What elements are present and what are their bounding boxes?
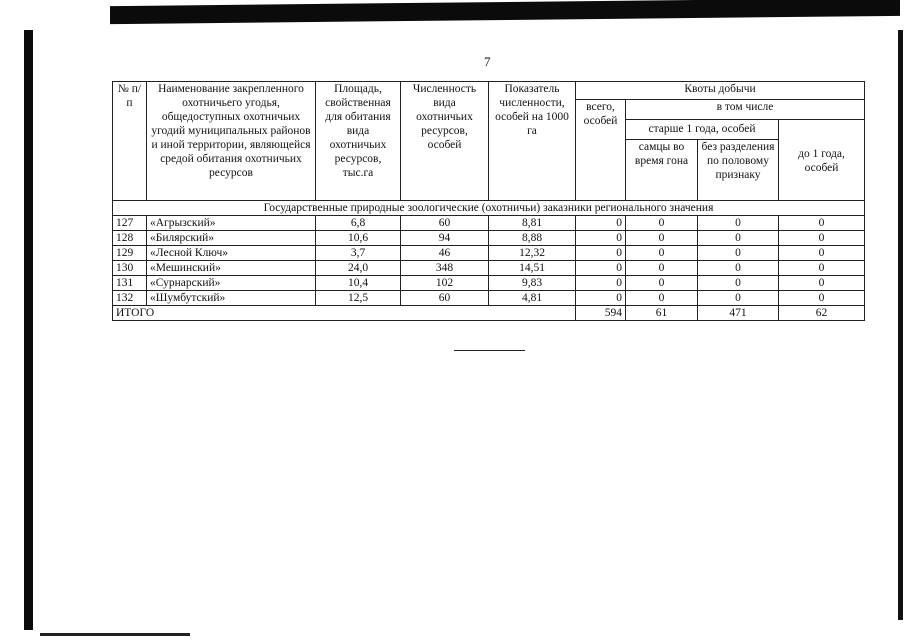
cell-nosex: 0 [698, 276, 779, 291]
header-including: в том числе [626, 100, 865, 120]
cell-males: 0 [626, 261, 698, 276]
cell-nosex: 0 [698, 261, 779, 276]
cell-name: «Сурнарский» [147, 276, 316, 291]
table-row [113, 291, 865, 306]
cell-total: 0 [576, 216, 626, 231]
cell-num: 127 [113, 216, 147, 231]
header-quotas: Квоты добычи [576, 82, 865, 100]
header-population: Численность вида охотничьих ресурсов, особей [401, 82, 489, 201]
cell-population: 94 [401, 231, 489, 246]
cell-population: 46 [401, 246, 489, 261]
cell-name: «Шумбутский» [147, 291, 316, 306]
cell-under1: 0 [779, 291, 865, 306]
cell-population: 102 [401, 276, 489, 291]
cell-under1: 0 [779, 216, 865, 231]
cell-area: 6,8 [316, 216, 401, 231]
cell-population: 60 [401, 216, 489, 231]
table-row [113, 276, 865, 291]
cell-males: 0 [626, 231, 698, 246]
section-row [113, 201, 865, 216]
cell-name: «Мешинский» [147, 261, 316, 276]
header-no-sex: без разделения по половому признаку [698, 140, 779, 201]
total-cell-nosex: 471 [698, 306, 779, 321]
cell-males: 0 [626, 246, 698, 261]
cell-males: 0 [626, 291, 698, 306]
cell-num: 128 [113, 231, 147, 246]
section-title: Государственные природные зоологические (охотничьи) заказники регионального значения [113, 201, 865, 216]
header-name: Наименование закрепленного охотничьего угодья, общедоступных охотничьих угодий муниципальных районов и иной территории, являющейся средой обитания охотничьих ресурсов [147, 82, 316, 201]
total-cell-males: 61 [626, 306, 698, 321]
total-row [113, 306, 865, 321]
cell-density: 12,32 [489, 246, 576, 261]
header-males-rut: самцы во время гона [626, 140, 698, 201]
cell-total: 0 [576, 276, 626, 291]
header-under1: до 1 года, особей [779, 119, 865, 201]
cell-males: 0 [626, 216, 698, 231]
end-rule [454, 350, 525, 351]
cell-total: 0 [576, 261, 626, 276]
cell-num: 132 [113, 291, 147, 306]
table-row [113, 231, 865, 246]
scan-edge-left [24, 30, 33, 630]
cell-density: 8,81 [489, 216, 576, 231]
cell-males: 0 [626, 276, 698, 291]
cell-under1: 0 [779, 261, 865, 276]
table-body [113, 216, 865, 306]
cell-under1: 0 [779, 231, 865, 246]
cell-total: 0 [576, 231, 626, 246]
cell-total: 0 [576, 291, 626, 306]
cell-area: 10,6 [316, 231, 401, 246]
cell-area: 24,0 [316, 261, 401, 276]
cell-num: 131 [113, 276, 147, 291]
header-older: старше 1 года, особей [626, 119, 779, 140]
cell-under1: 0 [779, 276, 865, 291]
total-label: ИТОГО [113, 306, 576, 321]
scan-edge-top [110, 0, 900, 24]
cell-population: 60 [401, 291, 489, 306]
header-num: № п/п [113, 82, 147, 201]
cell-under1: 0 [779, 246, 865, 261]
cell-density: 14,51 [489, 261, 576, 276]
cell-area: 3,7 [316, 246, 401, 261]
cell-nosex: 0 [698, 246, 779, 261]
cell-nosex: 0 [698, 231, 779, 246]
cell-name: «Билярский» [147, 231, 316, 246]
cell-nosex: 0 [698, 291, 779, 306]
cell-density: 8,88 [489, 231, 576, 246]
table-row [113, 246, 865, 261]
header-row-1 [113, 82, 865, 100]
cell-name: «Лесной Ключ» [147, 246, 316, 261]
cell-nosex: 0 [698, 216, 779, 231]
scan-edge-bottom [40, 633, 190, 636]
cell-num: 130 [113, 261, 147, 276]
header-total: всего, особей [576, 100, 626, 201]
cell-density: 4,81 [489, 291, 576, 306]
page-number: 7 [484, 54, 491, 69]
table-row [113, 261, 865, 276]
cell-num: 129 [113, 246, 147, 261]
table-row [113, 216, 865, 231]
cell-population: 348 [401, 261, 489, 276]
total-cell-under1: 62 [779, 306, 865, 321]
scan-edge-right [898, 30, 903, 620]
header-area: Площадь, свойственная для обитания вида охотничьих ресурсов, тыс.га [316, 82, 401, 201]
total-cell-total: 594 [576, 306, 626, 321]
cell-density: 9,83 [489, 276, 576, 291]
cell-name: «Агрызский» [147, 216, 316, 231]
cell-area: 12,5 [316, 291, 401, 306]
cell-area: 10,4 [316, 276, 401, 291]
cell-total: 0 [576, 246, 626, 261]
quota-table [112, 81, 865, 321]
header-density: Показатель численности, особей на 1000 га [489, 82, 576, 201]
